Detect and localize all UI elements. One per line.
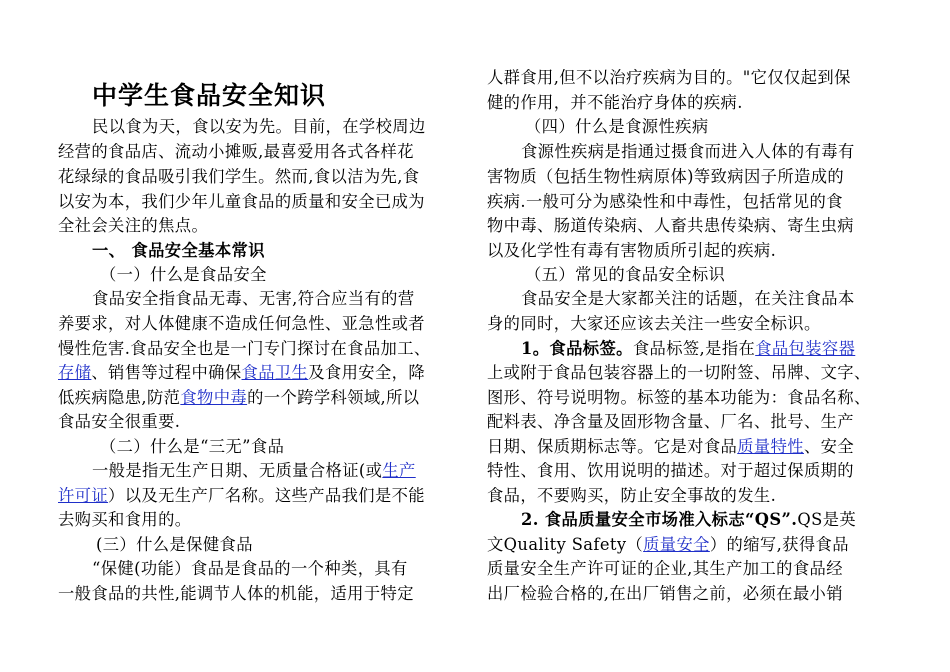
paragraph-line: [521, 338, 855, 360]
food-poisoning-link[interactable]: 食物中毒: [180, 388, 248, 407]
paragraph-line: [58, 362, 425, 384]
quality-safety-link[interactable]: 质量安全: [643, 535, 710, 554]
paragraph-line: [487, 436, 854, 458]
paragraph-line: 去购买和食用的。: [58, 510, 192, 529]
paragraph-line: [487, 534, 849, 556]
paragraph-text: 食品标签,是指在: [632, 339, 756, 358]
quality-characteristics-link[interactable]: 质量特性: [737, 437, 804, 456]
paragraph-line: 害物质（包括生物性病原体)等致病因子所造成的: [487, 167, 845, 186]
paragraph-line: 养要求，对人体健康不造成任何急性、亚急性或者: [58, 314, 425, 333]
food-hygiene-link[interactable]: 食品卫生: [241, 363, 309, 382]
paragraph-line: 图形、符号说明物。标签的基本功能为：食品名称、: [487, 388, 871, 407]
paragraph-line: [58, 485, 425, 507]
paragraph-text: 日期、保质期标志等。它是对食品: [487, 437, 738, 456]
paragraph-line: 食品，不要购买，防止安全事故的发生.: [487, 486, 777, 505]
production-license-link[interactable]: 生产: [382, 461, 416, 480]
paragraph-line: “保健(功能）食品是食品的一个种类，具有: [92, 559, 408, 578]
production-license-link[interactable]: 许可证: [58, 486, 109, 505]
paragraph-line: 慢性危害.食品安全也是一门专门探讨在食品加工、: [58, 339, 431, 358]
paragraph-line: 一般食品的共性,能调节人体的机能，适用于特定: [58, 584, 414, 603]
storage-link[interactable]: 存储: [58, 363, 92, 382]
paragraph-text: ）以及无生产厂名称。这些产品我们是不能: [108, 486, 425, 505]
paragraph-line: 食源性疾病是指通过摄食而进入人体的有毒有: [521, 142, 855, 161]
paragraph-line: 上或附于食品包装容器上的一切附签、吊牌、文字、: [487, 363, 871, 382]
paragraph-line: 食品安全是大家都关注的话题，在关注食品本: [521, 289, 855, 308]
subsection-heading: (三）什么是保健食品: [96, 535, 253, 554]
intro-line: 以安为本，我们少年儿童食品的质量和安全已成为: [58, 192, 425, 211]
subsection-heading: （四）什么是食源性疾病: [525, 117, 709, 136]
paragraph-line: 物中毒、肠道传染病、人畜共患传染病、寄生虫病: [487, 216, 854, 235]
document-title: 中学生食品安全知识: [92, 81, 327, 110]
item-heading: 2. 食品质量安全市场准入标志“QS”.: [521, 510, 798, 529]
paragraph-line: 食品安全指食品无毒、无害,符合应当有的营: [92, 289, 415, 308]
intro-line: 经营的食品店、流动小摊贩,最喜爱用各式各样花: [58, 142, 414, 161]
paragraph-text: 文Quality Safety（: [487, 535, 644, 554]
paragraph-line: 出厂检验合格的,在出厂销售之前，必须在最小销: [487, 584, 843, 603]
subsection-heading: （二）什么是“三无”食品: [100, 437, 285, 456]
intro-line: 民以食为天，食以安为先。目前，在学校周边: [92, 117, 426, 136]
paragraph-text: 、销售等过程中确保: [91, 363, 242, 382]
intro-line: 全社会关注的焦点。: [58, 216, 209, 235]
food-packaging-link[interactable]: 食品包装容器: [755, 339, 856, 358]
subsection-heading: （一）什么是食品安全: [100, 265, 267, 284]
paragraph-text: ）的缩写,获得食品: [709, 535, 849, 554]
item-heading: 1。食品标签。: [521, 339, 633, 358]
intro-line: 花绿绿的食品吸引我们学生。然而,食以洁为先,食: [58, 167, 420, 186]
section-heading: 一、 食品安全基本常识: [92, 241, 265, 260]
paragraph-line: 疾病.一般可分为感染性和中毒性，包括常见的食: [487, 192, 843, 211]
paragraph-line: 健的作用，并不能治疗身体的疾病.: [487, 93, 743, 112]
subsection-heading: （五）常见的食品安全标识: [525, 265, 726, 284]
paragraph-line: 质量安全生产许可证的企业,其生产加工的食品经: [487, 559, 843, 578]
paragraph-line: [521, 509, 856, 531]
paragraph-text: QS是英: [797, 510, 857, 529]
paragraph-line: 特性、食用、饮用说明的描述。对于超过保质期的: [487, 461, 854, 480]
paragraph-line: 配料表、净含量及固形物含量、厂名、批号、生产: [487, 412, 854, 431]
paragraph-text: 及食用安全，降: [308, 363, 426, 382]
paragraph-line: [92, 460, 416, 482]
paragraph-line: 以及化学性有毒有害物质所引起的疾病.: [487, 241, 777, 260]
paragraph-text: 低疾病隐患,防范: [58, 388, 181, 407]
paragraph-text: 、安全: [803, 437, 855, 456]
paragraph-line: [58, 387, 419, 409]
paragraph-line: 人群食用,但不以治疗疾病为目的。"它仅仅起到保: [487, 68, 851, 87]
paragraph-text: 的一个跨学科领域,所以: [247, 388, 420, 407]
paragraph-line: 身的同时，大家还应该去关注一些安全标识。: [487, 314, 821, 333]
paragraph-text: 一般是指无生产日期、无质量合格证(或: [92, 461, 383, 480]
paragraph-line: 食品安全很重要.: [58, 412, 181, 431]
